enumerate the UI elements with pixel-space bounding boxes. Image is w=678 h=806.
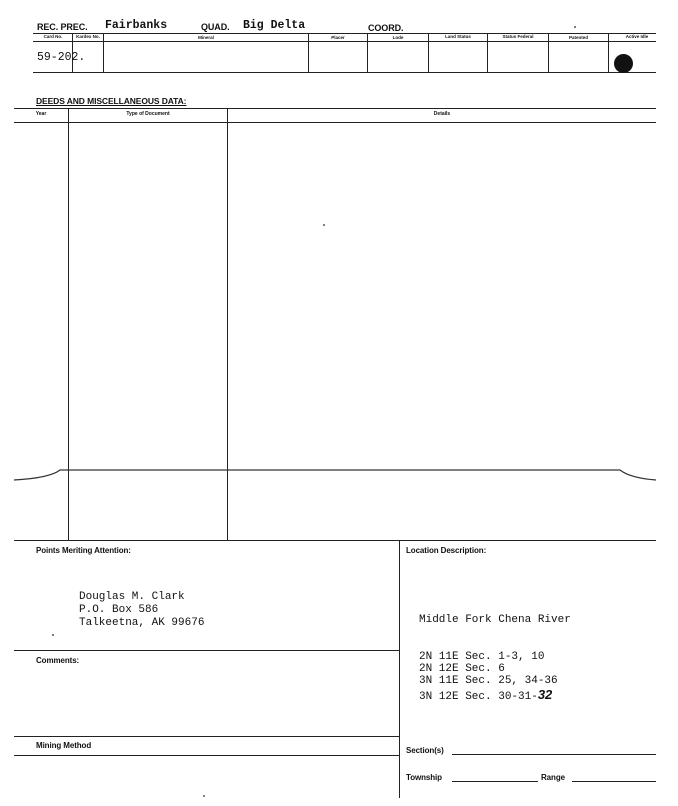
mining-method-label: Mining Method — [36, 741, 92, 750]
points-meriting-attention-label: Points Meriting Attention: — [36, 546, 131, 555]
divider — [428, 33, 429, 72]
mining-method-underline — [14, 755, 399, 756]
divider — [487, 33, 488, 72]
location-line-4-handwritten: 32 — [537, 687, 553, 702]
col-status-federal: Status Federal — [502, 34, 534, 39]
location-line-4 — [419, 687, 552, 703]
scan-speck — [323, 224, 325, 226]
range-blank — [572, 781, 656, 782]
fold-seam-line — [0, 460, 678, 490]
rec-prec-value: Fairbanks — [105, 19, 168, 32]
col-patented: Patented — [568, 35, 588, 40]
sections-label: Section(s) — [406, 746, 444, 755]
location-description-label: Location Description: — [406, 546, 487, 555]
bottom-center-divider — [399, 540, 400, 798]
location-line-2: 2N 12E Sec. 6 — [419, 663, 505, 675]
col-lode: Lode — [392, 35, 404, 40]
address-line-1: Douglas M. Clark — [79, 591, 185, 603]
header-col-rule — [33, 41, 656, 42]
card-number-value: 59-202. — [37, 51, 86, 64]
comments-label: Comments: — [36, 656, 80, 665]
township-blank — [452, 781, 538, 782]
rec-prec-label: REC. PREC. — [37, 22, 88, 32]
col-type-of-document: Type of Document — [126, 111, 170, 117]
range-label: Range — [541, 773, 565, 782]
scan-speck — [574, 26, 576, 28]
header-top-rule — [33, 33, 656, 34]
col-kardex-no: Kardex No. — [76, 34, 100, 39]
location-line-3: 3N 11E Sec. 25, 34-36 — [419, 675, 558, 687]
scan-speck — [203, 795, 205, 797]
bottom-top-rule — [14, 540, 656, 541]
sections-blank — [452, 754, 656, 755]
mining-method-rule — [14, 736, 399, 737]
scan-speck — [52, 634, 54, 636]
col-active-idle: Active Idle — [625, 34, 649, 39]
col-land-status: Land Status — [445, 34, 471, 39]
quad-value: Big Delta — [243, 19, 306, 32]
address-line-3: Talkeetna, AK 99676 — [79, 617, 205, 629]
location-line-4-typed: 3N 12E Sec. 30-31- — [419, 691, 538, 703]
divider — [608, 33, 609, 72]
deeds-section-title: DEEDS AND MISCELLANEOUS DATA: — [36, 96, 187, 106]
header-bottom-rule — [33, 72, 656, 73]
col-details: Details — [433, 111, 451, 117]
col-mineral: Mineral — [198, 35, 214, 40]
active-status-marker — [614, 54, 633, 73]
location-place: Middle Fork Chena River — [419, 614, 571, 626]
township-label: Township — [406, 773, 442, 782]
coord-label: COORD. — [368, 23, 404, 33]
col-card-no: Card No. — [43, 34, 63, 39]
col-placer: Placer — [331, 35, 345, 40]
location-line-1: 2N 11E Sec. 1-3, 10 — [419, 651, 545, 663]
address-line-2: P.O. Box 586 — [79, 604, 159, 616]
comments-top-rule — [14, 650, 399, 651]
quad-label: QUAD. — [201, 22, 230, 32]
col-year: Year — [35, 111, 47, 117]
deeds-header-rule — [14, 122, 656, 123]
deeds-top-rule — [14, 108, 656, 109]
